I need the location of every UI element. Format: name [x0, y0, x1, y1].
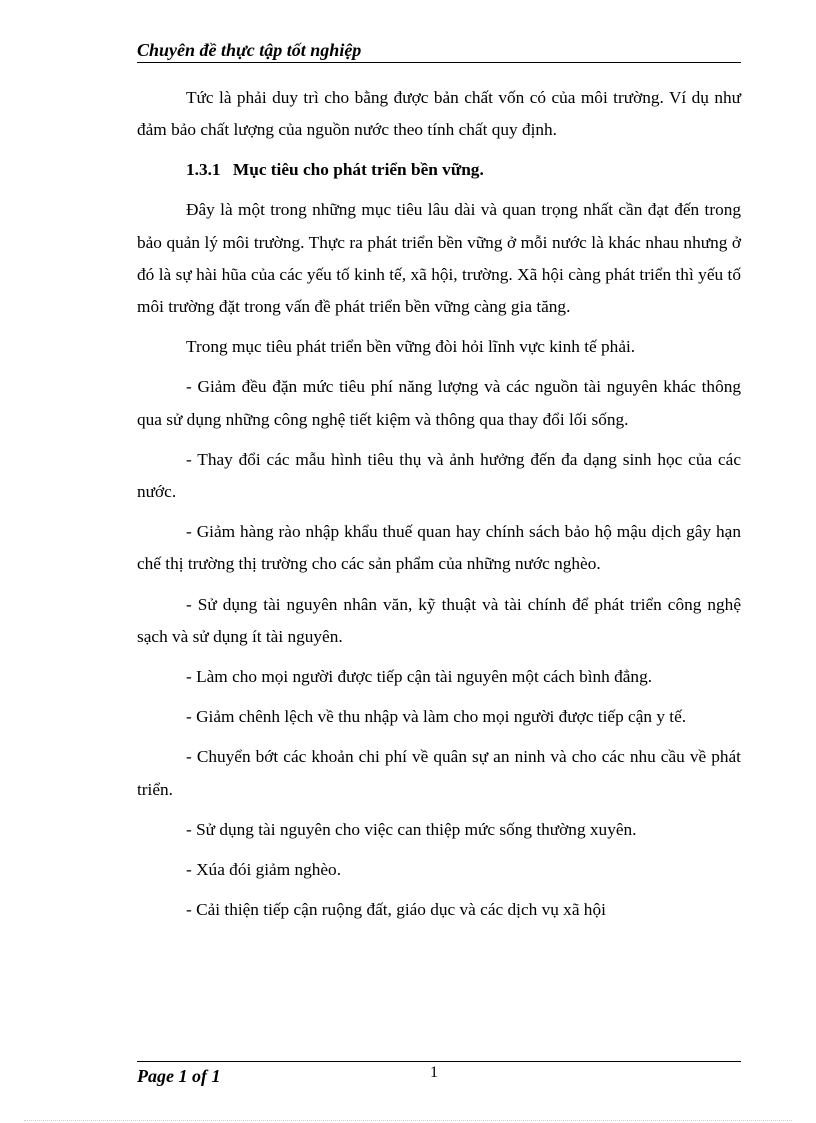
- page-header: [137, 38, 741, 63]
- footer-page-label: Page 1 of 1: [137, 1066, 221, 1086]
- footer-divider: [137, 1061, 741, 1062]
- list-item: - Giảm chênh lệch về thu nhập và làm cho mọi người được tiếp cận y tế.: [186, 707, 687, 727]
- section-heading: [137, 154, 741, 186]
- paragraph: Trong mục tiêu phát triển bền vững đòi hỏi lĩnh vực kinh tế phải.: [186, 337, 636, 357]
- section-title: Mục tiêu cho phát triển bền vững.: [232, 160, 484, 180]
- list-item: - Thay đổi các mẫu hình tiêu thụ và ảnh hưởng đến đa dạng sinh học của các nước.: [137, 449, 741, 502]
- document-body: [137, 82, 741, 934]
- paragraph: Đây là một trong những mục tiêu lâu dài và quan trọng nhất cần đạt đến trong bảo quản lý môi trường. Thực ra phát triển bền vững ở mỗi nước là khác nhau nhưng ở đó là sự hài hũa của các yếu tố kinh tế, xã hội, trường. Xã hội càng phát triển thì yếu tố môi trường đặt trong vấn đề phát triển bền vững càng gia tăng.: [137, 200, 741, 317]
- page-number: 1: [430, 1064, 438, 1081]
- intro-paragraph: Tức là phải duy trì cho bằng được bản chất vốn có của môi trường. Ví dụ như đảm bảo chất lượng của nguồn nước theo tính chất quy định.: [137, 88, 741, 140]
- list-item: - Xúa đói giảm nghèo.: [186, 860, 342, 880]
- list-item: - Làm cho mọi người được tiếp cận tài nguyên một cách bình đẳng.: [186, 667, 653, 687]
- list-item: - Chuyển bớt các khoản chi phí về quân sự an ninh và cho các nhu cầu về phát triển.: [137, 747, 741, 799]
- page-bottom-border: [24, 1120, 792, 1121]
- list-item: - Sử dụng tài nguyên cho việc can thiệp mức sống thường xuyên.: [186, 819, 637, 839]
- list-item: - Giảm hàng rào nhập khẩu thuế quan hay chính sách bảo hộ mậu dịch gây hạn chế thị trường thị trường cho các sản phẩm của những nước nghèo.: [137, 522, 741, 574]
- list-item: - Giảm đều đặn mức tiêu phí năng lượng và các nguồn tài nguyên khác thông qua sử dụng những công nghệ tiết kiệm và thông qua thay đổi lối sống.: [137, 377, 741, 429]
- list-item: - Cải thiện tiếp cận ruộng đất, giáo dục và các dịch vụ xã hội: [186, 900, 606, 920]
- list-item: - Sử dụng tài nguyên nhân văn, kỹ thuật và tài chính để phát triển công nghệ sạch và sử dụng ít tài nguyên.: [137, 594, 741, 646]
- header-title: Chuyên đề thực tập tốt nghiệp: [137, 40, 362, 60]
- section-number: 1.3.1: [186, 160, 221, 180]
